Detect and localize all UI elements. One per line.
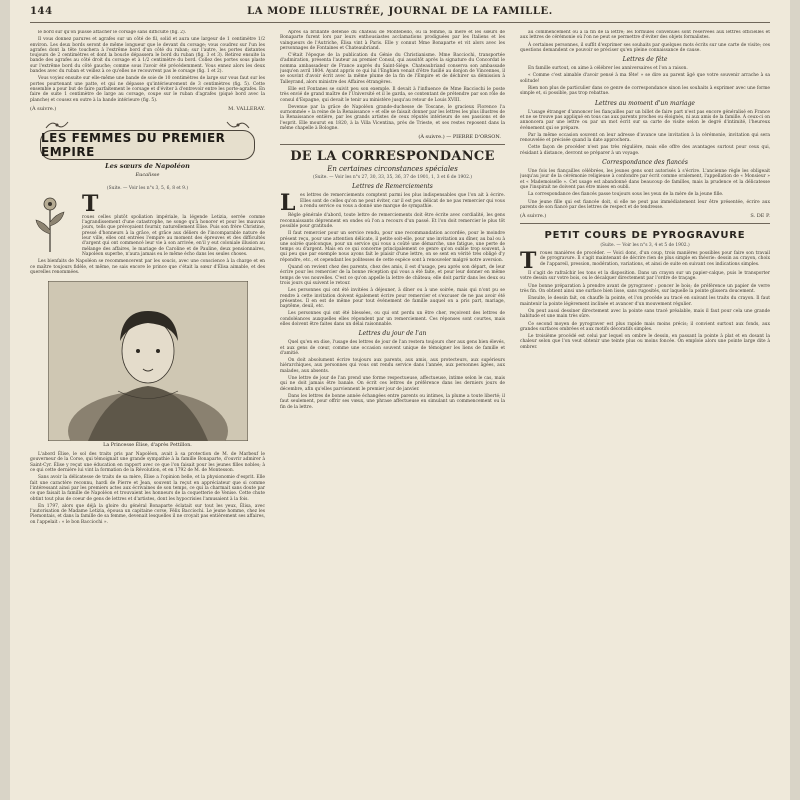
paragraph: Ce second moyen de pyrograver est plus rapide mais moins précis; il convient surtout aux fonds, aux grandes surfaces ombrées et aux motifs décoratifs simples.	[520, 321, 770, 332]
paragraph: À certaines personnes, il suffit d'exprimer ses souhaits par quelques mots écrits sur une carte de visite; ces questions demandent ce pouvoir se préciser qu'en pleine connaissance de cause.	[520, 42, 770, 53]
paragraph: Une jeune fille qui est fiancée doit, si elle ne peut pas immédiatement leur être présentée, écrire aux parents de son fiancé par des lettres de respect et de tendresse.	[520, 199, 770, 210]
page-number: 144	[30, 6, 53, 17]
paragraph: Rien non plus de particulier dans ce genre de correspondance sinon les souhaits à exprimer avec une forme simple et, si possible, pas trop rebattue.	[520, 86, 770, 97]
portrait-caption: La Princesse Élise, d'après Pettillon.	[103, 443, 192, 449]
paragraph: Elle est Fontanes se suivit peu son exemple. Il devait à l'influence de Mme Bacciochi le poste très envié de grand maître de l'Université et il le garda, se contentant de prétendre par son rôle de consul d'Espagne, qui devait le tenir au ministère jusqu'au retour de Louis XVIII.	[280, 86, 505, 103]
author-name: M. VALLERAY.	[228, 105, 265, 112]
article-signature	[520, 213, 770, 219]
paragraph: Une fois les fiançailles célébrées, les jeunes gens sont autorisés à s'écrire. L'ancienne règle les obligeait jusqu'au jour de la cérémonie religieuse à confondre par écrit comme oralement, l'appellation de « Monsieur » et « Mademoiselle ». Cet usage est abandonné dans beaucoup de familles, mais la prudence et la délicatesse que l'inspirait ne doivent pas être mises en oubli.	[520, 169, 770, 190]
paragraph: En famille surtout, on aime à célébrer les anniversaires et l'on a raison.	[528, 66, 688, 72]
suite-note: (Suite. — Voir les n°s 3, 5, 6, 8 et 9.)	[106, 185, 189, 191]
section-title: DE LA CORRESPONDANCE	[290, 149, 495, 165]
sub-heading: Lettres du jour de l'an	[358, 330, 427, 338]
paragraph: Les bienfaits de Napoléon se recommencerent par les soucis, avec une conscience à la charge et en ce maître toujours fidèle, et même, ne sais encore le prince que c'était la sœur d'Élisa aimable, et des querelles renommées.	[30, 259, 265, 275]
suite-note: (Suite. — Voir les n°s 27, 30, 33, 35, 36, 37 de 1901, 1, 3 et 6 de 1902.)	[313, 175, 472, 181]
paragraph: On doit absolument écrire toujours aux parents, aux amis, aux protecteurs, aux supérieurs hiérarchiques, aux personnes qui vous ont rendu service dans l'année, aux personnes âgées, aux malades, aux absents.	[280, 358, 505, 374]
paragraph: Les personnes qui ont été blessées, ou qui ont perdu un être cher, reçoivent des lettres de condoléances auxquelles elles répondent par un remerciement. Ces réponses sont courtes, mais elles doivent être faites dans un délai raisonnable.	[280, 311, 505, 327]
author-name: (À suivre.) — PIERRE D'ORSON.	[418, 134, 501, 141]
paragraph: Après sa brillante défense du château de Montebello, où la femme, la mère et les sœurs de Bonaparte furent lors par leurs enthousiastes acclamations prodiguées par les Italiens et les vainqueurs de l'Autriche, Élisa vint à Paris. Elle y connut Mme Bonaparte et vit alors avec les personnages de Fontaines et Chateaubriand.	[280, 30, 505, 51]
paragraph: On peut aussi dessiner directement avec la pointe sans tracé préalable, mais il faut pour cela une grande habitude et une main très sûre.	[520, 308, 770, 320]
paragraph: « Comme c'est aimable d'avoir pensé à ma fête! » se dire au parent âgé que votre souvenir arrache à sa solitude!	[520, 73, 770, 84]
sub-heading: Lettres au moment d'un mariage	[595, 99, 695, 107]
journal-page	[10, 0, 790, 800]
page-header	[30, 6, 770, 23]
article-opening	[280, 190, 505, 217]
divider	[520, 223, 770, 224]
paragraph: Quel qu'en en dise, l'usage des lettres de jour de l'an restera toujours cher aux gens bien élevés, et aux gens de cœur, comme une occasion souvent unique de témoigner les liens de famille et d'amitié.	[280, 340, 505, 356]
article-signature	[30, 106, 265, 112]
ornament-icon	[225, 120, 251, 130]
sub-heading: Correspondance des fiancés	[602, 159, 688, 167]
paragraph: roues celles plutôt spoliation impériale, la légende Letizia, serrée comme l'agrandissement d'une catastrophe, ne songe qu'à honorer et pour les mauvais jours, tells que prévoyaient fournir, naturellement Élise. Puis son frère Christine, pressé d'honneurs à la grâce, et grâce aux déliers de l'incomparable nature de leur ville, elles ont entrées l'empire au moment des épreuves et des difficultés d'argent qui ont commencé leur vie à son arrivée, en'il y eut coloniale illusion au mélange des affaires, le mariage de Caroline et de Pauline, deux pensionnaires, Napoléon superbe, n'aura jamais eu le même écho dans les seules choses.	[82, 214, 265, 257]
paragraph: Les personnes qui ont été invitées à déjeuner, à dîner ou à une soirée, mais qui n'ont pu se rendre à cette invitation doivent également écrire pour remercier et s'excuser de ne pas avoir été présentes. Il en est de même pour tout événement de famille auquel on a pris part, mariage, baptême, deuil, etc.	[280, 288, 505, 310]
column-left	[30, 30, 265, 790]
section-subtitle: Les sœurs de Napoléon	[105, 161, 190, 170]
suite-note: (Suite. — Voir les n°s 3, 4 et 5 de 1902.)	[600, 243, 690, 249]
drop-cap: L	[280, 190, 296, 217]
sub-heading: Lettres de fête	[622, 56, 668, 64]
section-title: PETIT COURS DE PYROGRAVURE	[544, 230, 746, 242]
ornament-icon	[44, 120, 70, 130]
paragraph: es lettres de remerciements comptent parmi les plus indispensables que l'on ait à écrire. Elles sont de celles qu'on ne peut éviter, car il est peu délicat de ne pas remercier qui vous a rendu service ou vous a donné une marque de sympathie.	[300, 193, 505, 209]
article-opening	[30, 190, 265, 259]
paragraph: C'était l'époque de la publication du Génie du Christianisme. Mme Bacciochi, transportée d'admiration, présenta l'auteur au premier Consul, qui aussitôt après la signature du Concordat le nomma ambassadeur de France auprès du Saint-Siège. Chateaubriand conserva son ambassade jusqu'en avril 1804. Ayant appris ce qui lui l'Enghien venait d'être fusillé au donjon de Vincennes, il se souvint d'avoir écrit avec la même plume de la fin de l'Empire et de déchirer sa démission à Talleyrand, alors ministre des Affaires étrangères.	[280, 53, 505, 85]
paragraph: Dans les lettres de bonne année échangées entre parents ou intimes, la plume a toute liberté; il faut seulement, pour offrir ses vœux, une phrase affectueuse en simulant un commencement ou la fin de la lettre.	[280, 393, 505, 410]
floral-ornament-icon	[30, 194, 70, 254]
section-header	[280, 149, 505, 173]
drop-cap: T	[520, 248, 537, 275]
paragraph: Règle générale d'abord, toute lettre de remerciements doit être écrite avec cordialité, les gens reconnaissants déprennent en ondes où l'on a recours d'un passé. Et l'on doit remercier le plus tôt possible pour gratitude.	[280, 213, 505, 229]
section-subtitle: En certaines circonstances spéciales	[327, 165, 458, 174]
paragraph: Ensuite, le dessin fait, on chauffe la pointe, et l'on procède au tracé en suivant les traits du crayon. Il faut maintenir la pointe légèrement inclinée et avancer d'un mouvement régulier.	[520, 296, 770, 307]
banner-frame	[40, 130, 255, 160]
paragraph: L'usage étranger d'annoncer les fiançailles par un billet de faire part n'est pas encore généralisé en France et ne se trouve pas appliqué en tous cas aux parents proches ou éloignés, ni aux amis de la famille. À ceux-ci on annoncera par une lettre ou par un mot écrit sur sa carte de visite selon le degré d'intimité, l'heureux événement qui se prépare.	[520, 109, 770, 131]
paragraph: Une lettre de jour de l'an prend une forme respectueuse, affectueuse, intime selon le cas, mais qui ne doit jamais être banale. On écrit ces lettres de préférence dans les derniers jours de décembre, afin qu'elles parviennent le premier jour de janvier.	[280, 376, 505, 392]
paragraph: Sans avoir la délicatesse de traits de sa mère, Élise a l'opinion belle, et la physionomie d'esprit. Elle fait une caractère reconnu, hardi de Pierre et Jean, souvent la reçut en appréciateur que si comme l'intéressant ainsi par les premiers actes aux écrivaines de son temps, ce qui la charmait sans doute par ce que faisait la famille de Napoléon et trouvaient les honneurs de la coquetterie de Venise. Cette chute obtint tout plus de coeur de gens de lettres et d'artistes, dont les hypocrisies l'amusaient à la fois.	[30, 475, 265, 502]
section-subtitle-2: Eucalisse	[135, 171, 160, 178]
article-opening	[520, 248, 770, 275]
paragraph: Quand on revient chez des parents, chez des amis, il est d'usage, peu après son départ, de leur écrire pour les remercier de la bonne réception qui vous a été faite, et pour leur donner en même temps de vos nouvelles. C'est ce qu'on appelle la lettre de château; elle doit partir dans les deux ou trois jours qui suivent le retour.	[280, 265, 505, 286]
paragraph: au commencement ou à la fin de la lettre; les formules convenues sont réservées aux lettres officielles et aux lettres de cérémonie où l'on ne peut se permettre d'éviter des objets formalistes.	[520, 30, 770, 41]
author-name: S. DE P.	[750, 213, 770, 220]
divider	[280, 144, 505, 145]
section-title: LES FEMMES DU PREMIER EMPIRE	[41, 130, 226, 159]
paragraph: En 1797, alors que déjà la gloire du général Bonaparte éclatait sur tout les yeux, Élisa, avec l'autorisation de Madame Letizia, épousa un capitaine corse, Félix Bacciochi. Le jeune homme, chez les Piemontais, et dans la famille de sa femme, devenait lesquelles il ne croyait pas entièrement ses affaires, on l'appelait : « le bon Bacciochi ».	[30, 503, 265, 525]
column-right	[520, 30, 770, 790]
portrait-engraving	[48, 281, 248, 441]
paragraph: le bord sur qu'on puisse attacher le corsage sans difficulté (fig. 2).	[38, 30, 187, 35]
to-be-continued: (À suivre.)	[520, 213, 547, 220]
paragraph: Le troisième procédé est celui par lequel on ombre le dessin, en passant la pointe à plat et en dosant la chaleur selon que l'on veut obtenir une teinte plus ou moins foncée. On emploie alors une pointe large dite à ombrer.	[520, 334, 770, 350]
paragraph: Il faut remercier pour un service rendu, pour une recommandation accordée, pour le moindre présent reçu, pour une attention délicate, il petite soit-elle, pour une invitation au dîner, au bal ou à une soirée quelconque, pour un service qui vous a coûté une démarche, une fatigue, une perte de temps ou d'argent. Mais en ce qui concerne principalement ce genre qu'on oublie trop souvent, à qui peu que par exemple nous ayons fait le plaisir d'une lettre, on se sent en vérité très obligé d'y répondre, etc., et cependant les politesses de cette espèce sont à renouveler malgré notre aversion.	[280, 231, 505, 263]
paragraph: Il s'agit de rafraîchir les tons et la disposition. Dans un crayon sur un papier-calque, puis le transporter votre dessin sur votre bois, ou le décalquer directement par l'ordre de traçage.	[520, 271, 770, 282]
paragraph: Vous voyiez ensuite sur elle-même une bande de soie de 10 centimètres de large sur vous faut sur les portes pourtenant une patte, et qui ne dépasse qu'intérieurement de 3 centimètres (fig. 5). Cette ensemble a pour but de faire parfaitement le corsage et d'éviter à d'entrevoir entre les porte-agrafes. En faire de suite 1 centimètre de large au corsage, coupe sur le ruban d'agrafes (piqué bord avec la planche) et cousez en outre à la bande intérieure (fig. 5).	[30, 76, 265, 103]
journal-title: LA MODE ILLUSTRÉE, JOURNAL DE LA FAMILLE.	[247, 6, 553, 17]
paragraph: L'abord Élise, le sol des traits pris par Napoléon, avait à sa protection de M. de Marbeuf le gouverneur de la Corse, qui témoignait une grande sympathie à la famille Bonaparte, d'ouvrir admirer à Saint-Cyr. Élise y reçut une éducation en rapport avec ce que l'on faisait pour les jeunes filles nobles; à ce qui cette dernière lui vint la formation de la Révolution, et en 1792 de M. de Montesson.	[30, 452, 265, 474]
drop-cap: T	[82, 190, 99, 217]
paragraph: Par la même occasion souvent on leur adresse d'avance une invitation à la cérémonie, invitation qui sera renouvelée et précisée quand la date approchera.	[520, 132, 770, 144]
paragraph: Cette façon de procéder n'est pas très régulière, mais elle offre des avantages surtout pour ceux qui, résidant à distance, devront se préparer à un voyage.	[520, 145, 770, 156]
to-be-continued: (À suivre.)	[30, 105, 57, 112]
paragraph: La correspondance des fiancés passe toujours sous les yeux de la mère de la jeune fille.	[528, 192, 724, 198]
section-banner	[30, 120, 265, 182]
column-middle	[280, 30, 505, 790]
paragraph: roues manières de procéder. — Voici donc, d'un coup, trois manières possibles pour faire son travail de pyrogravure. Il s'agit maintenant de décrire rien de plus simple en théorie: dessin au crayon, choix de l'appareil, pression, modération, variations, et ainsi de suite en suivant ces indications simples.	[540, 251, 770, 267]
sub-heading: Lettres de Remerciements	[352, 183, 433, 191]
paragraph: Une bonne préparation à prendre avant de pyrograver : poncer le bois; de préférence un papier de verre très fin. On obtient ainsi une surface bien lisse, sans rugosités, sur laquelle la pointe glissera doucement.	[520, 283, 770, 295]
paragraph: Il vous donnez parures et agrafes sur un côté de fil, solid et aura une largeur de 1 centimètre 1/2 environ. Les deux bords seront de même longueur que le devant du corsage; vous coudrez sur l'un les agrafes dont la tête touchera à l'extrême bord d'un côté du ruban; sur l'autre, les portes distantes toujours de 2 centimètres et dont la boucle dépassera le bord du ruban (fig. 3 et 3). Retirez ensuite la bande des agrafes au côté droit du corsage et à 1/2 centimètre du bord. Collez des portes sous plaste sur l'extrême bord du côté gauche; comme sous l'avoir été précédemment. Vous ennez alors les deux bandes avec du ruban et veillez à ce qu'elles ne recouvrent pas le corsage (fig. 1 et 2).	[30, 37, 265, 75]
paragraph: Devenue par la grâce de Napoléon grande-duchesse de Toscane, le gracieux Florence l'a surnommée « la reine de la Renaissance » et elle se faisait donner par les lettres les plus illustres de la Renaissance entière, par les grands artistes de ceux réputés intérieurs de ses passions et de l'esprit. Elle mourut en 1820, à la Villa Vicentina, près de Trieste, et ses restes reposent dans la même chapelle à Bologne.	[280, 104, 505, 132]
